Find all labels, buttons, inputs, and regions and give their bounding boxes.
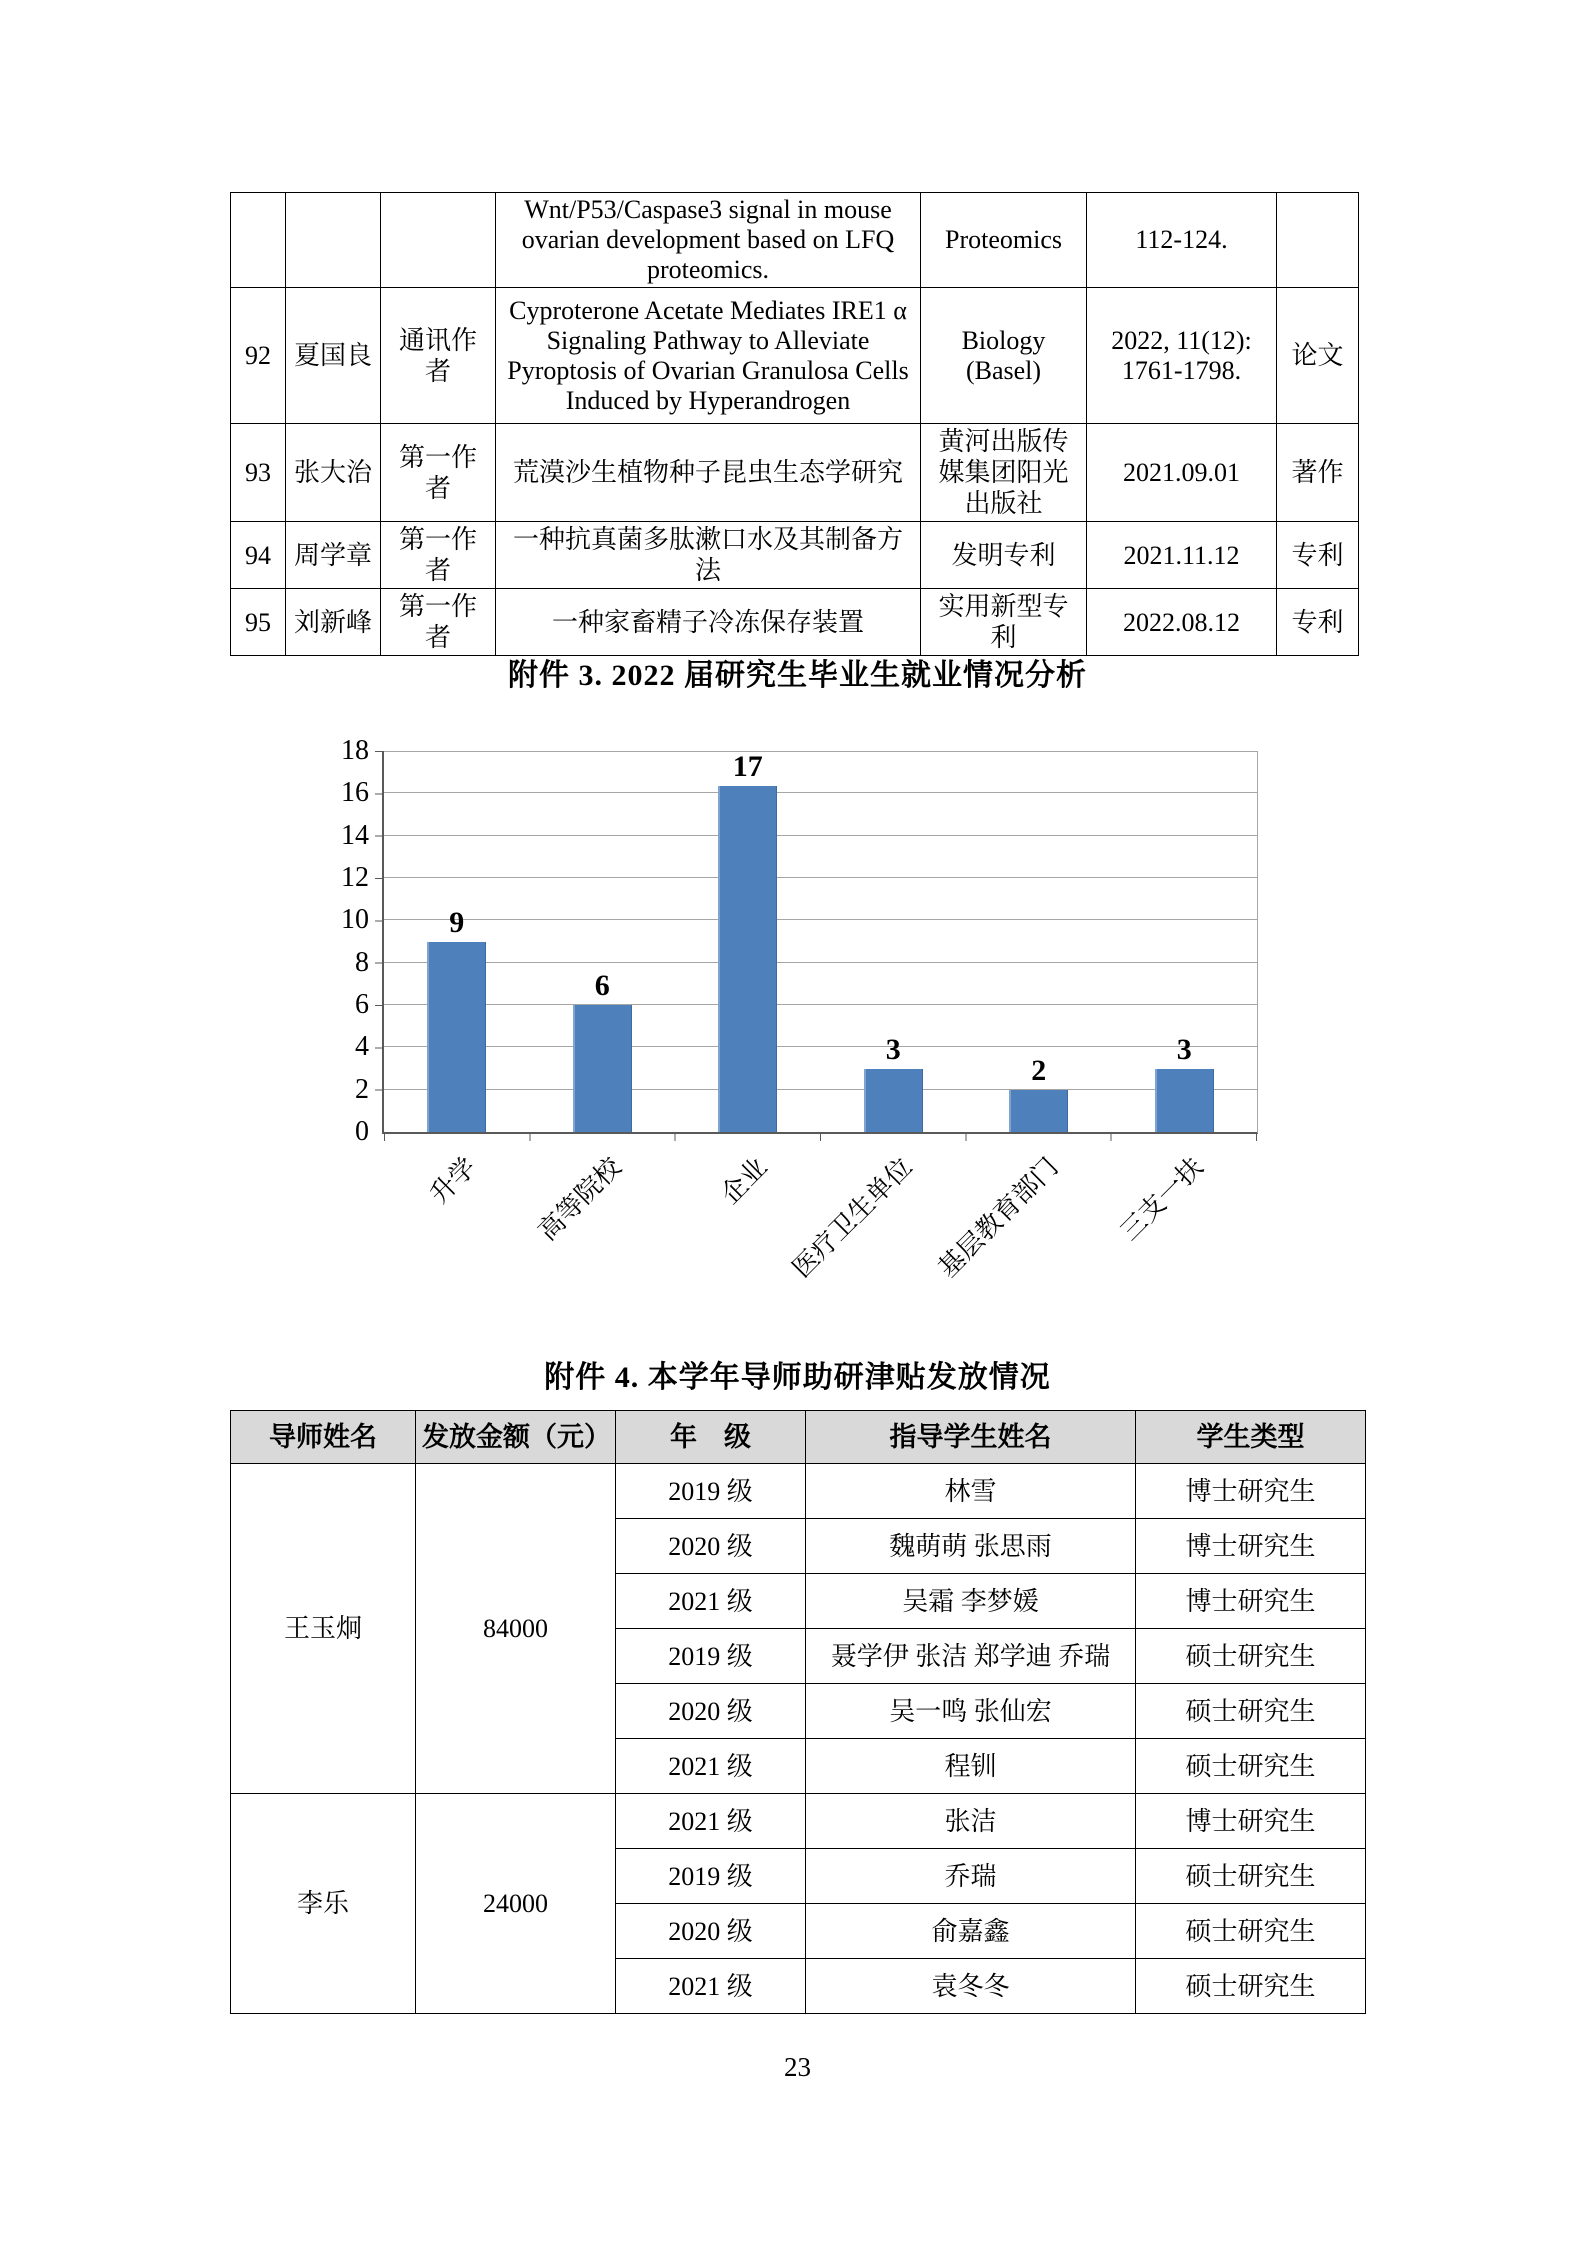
header-student-type: 学生类型 [1136,1411,1366,1464]
y-axis-label: 0 [355,1116,369,1147]
amount-cell: 84000 [416,1464,616,1794]
y-axis-label: 8 [355,946,369,978]
bar [1155,1069,1214,1133]
students-cell: 乔瑞 [806,1849,1136,1904]
table-cell-name: 周学章 [286,522,381,589]
bar-value-label: 6 [594,969,610,1002]
students-cell: 聂学伊 张洁 郑学迪 乔瑞 [806,1629,1136,1684]
chart-title: 附件 3. 2022 届研究生毕业生就业情况分析 [508,659,1087,692]
table-cell-role: 第一作者 [381,424,496,522]
student-type-cell: 博士研究生 [1136,1574,1366,1629]
bar-slot [384,751,530,1132]
mentor-name-cell: 李乐 [231,1794,416,2014]
table-cell-venue: 实用新型专利 [921,589,1087,656]
students-cell: 吴一鸣 张仙宏 [806,1684,1136,1739]
table-cell-type: 著作 [1277,424,1359,522]
grade-cell: 2020 级 [616,1904,806,1959]
table-cell-name [286,193,381,288]
bar-slot [821,751,967,1132]
y-axis-label: 10 [341,904,369,936]
student-type-cell: 硕士研究生 [1136,1959,1366,2014]
bar [1009,1090,1068,1132]
y-axis-label: 18 [341,735,369,766]
bar-slot [966,751,1112,1132]
grade-cell: 2020 级 [616,1519,806,1574]
y-axis-ticks [375,751,384,1132]
table-cell-venue: Proteomics [921,193,1087,288]
bar [427,942,486,1133]
bar [718,786,777,1132]
table-cell-type: 论文 [1277,288,1359,424]
bar-value-label: 9 [449,905,465,939]
table-cell-type: 专利 [1277,589,1359,656]
y-axis-label: 4 [355,1031,369,1063]
grade-cell: 2021 级 [616,1794,806,1849]
bar-slot [1112,751,1258,1132]
grade-cell: 2021 级 [616,1739,806,1794]
bar-slot [530,751,676,1132]
table-cell-num: 95 [231,589,286,656]
header-grade: 年 级 [616,1411,806,1464]
table-cell-title: Wnt/P53/Caspase3 signal in mouse ovarian development based on LFQ proteomics. [496,193,921,288]
table-row [231,1464,1366,1519]
table-cell-title: 一种抗真菌多肽漱口水及其制备方法 [496,522,921,589]
table-cell-ref: 2022.08.12 [1087,589,1277,656]
bar-value-label: 3 [1176,1032,1192,1066]
students-cell: 张洁 [806,1794,1136,1849]
table-cell-title: Cyproterone Acetate Mediates IRE1 α Signaling Pathway to Alleviate Pyroptosis of Ovarian Granulosa Cells Induced by Hyperandrogen [496,288,921,424]
category-label: 三支一扶 [1114,1152,1209,1247]
y-axis-label: 12 [341,862,369,894]
grade-cell: 2019 级 [616,1629,806,1684]
table-row [231,193,1359,288]
table-cell-num: 94 [231,522,286,589]
student-type-cell: 博士研究生 [1136,1794,1366,1849]
employment-bar-chart [341,735,1258,1284]
table-row [231,1794,1366,1849]
x-axis-labels [384,1132,1257,1302]
student-type-cell: 硕士研究生 [1136,1739,1366,1794]
table-header-row [231,1411,1366,1464]
header-amount: 发放金额（元） [416,1411,616,1464]
student-type-cell: 硕士研究生 [1136,1684,1366,1739]
stipend-table [230,1410,1366,2014]
y-axis-label: 6 [355,989,369,1021]
stipend-table-title: 附件 4. 本学年导师助研津贴发放情况 [544,1361,1051,1394]
header-students: 指导学生姓名 [806,1411,1136,1464]
category-label: 医疗卫生单位 [787,1152,918,1284]
students-cell: 袁冬冬 [806,1959,1136,2014]
bar-series [384,751,1257,1132]
table-cell-ref: 112-124. [1087,193,1277,288]
table-cell-venue: 发明专利 [921,522,1087,589]
table-cell-role: 第一作者 [381,522,496,589]
table-cell-ref: 2021.11.12 [1087,522,1277,589]
grade-cell: 2020 级 [616,1684,806,1739]
table-cell-name: 张大治 [286,424,381,522]
table-cell-num: 93 [231,424,286,522]
category-label: 升学 [424,1152,482,1210]
table-cell-ref: 2021.09.01 [1087,424,1277,522]
bar-slot [675,751,821,1132]
students-cell: 程钏 [806,1739,1136,1794]
y-axis-label: 14 [341,819,369,851]
category-label: 企业 [715,1152,773,1210]
grade-cell: 2019 级 [616,1464,806,1519]
table-cell-venue: Biology (Basel) [921,288,1087,424]
students-cell: 林雪 [806,1464,1136,1519]
student-type-cell: 硕士研究生 [1136,1849,1366,1904]
table-row [231,589,1359,656]
students-cell: 魏萌萌 张思雨 [806,1519,1136,1574]
y-axis-label: 16 [341,777,369,809]
table-row [231,288,1359,424]
category-label: 基层教育部门 [932,1152,1064,1284]
table-cell-type: 专利 [1277,522,1359,589]
bar-value-label: 2 [1031,1053,1047,1087]
y-axis-label: 2 [355,1073,369,1105]
table-cell-title: 荒漠沙生植物种子昆虫生态学研究 [496,424,921,522]
student-type-cell: 博士研究生 [1136,1519,1366,1574]
bar [573,1005,632,1132]
table-cell-name: 夏国良 [286,288,381,424]
table-cell-venue: 黄河出版传媒集团阳光出版社 [921,424,1087,522]
mentor-name-cell: 王玉炯 [231,1464,416,1794]
table-cell-title: 一种家畜精子冷冻保存装置 [496,589,921,656]
grade-cell: 2021 级 [616,1959,806,2014]
publications-table [230,192,1359,656]
bar-value-label: 17 [732,750,763,783]
table-row [231,424,1359,522]
header-mentor: 导师姓名 [231,1411,416,1464]
category-label: 高等院校 [532,1152,627,1247]
table-cell-type [1277,193,1359,288]
table-row [231,522,1359,589]
table-cell-ref: 2022, 11(12): 1761-1798. [1087,288,1277,424]
table-cell-name: 刘新峰 [286,589,381,656]
grade-cell: 2021 级 [616,1574,806,1629]
bar [864,1069,923,1133]
student-type-cell: 博士研究生 [1136,1464,1366,1519]
student-type-cell: 硕士研究生 [1136,1904,1366,1959]
students-cell: 俞嘉鑫 [806,1904,1136,1959]
page-number: 23 [784,2052,811,2082]
table-cell-num: 92 [231,288,286,424]
table-cell-role [381,193,496,288]
table-cell-role: 通讯作者 [381,288,496,424]
bar-value-label: 3 [885,1032,901,1066]
grade-cell: 2019 级 [616,1849,806,1904]
student-type-cell: 硕士研究生 [1136,1629,1366,1684]
table-cell-num [231,193,286,288]
table-cell-role: 第一作者 [381,589,496,656]
amount-cell: 24000 [416,1794,616,2014]
students-cell: 吴霜 李梦媛 [806,1574,1136,1629]
